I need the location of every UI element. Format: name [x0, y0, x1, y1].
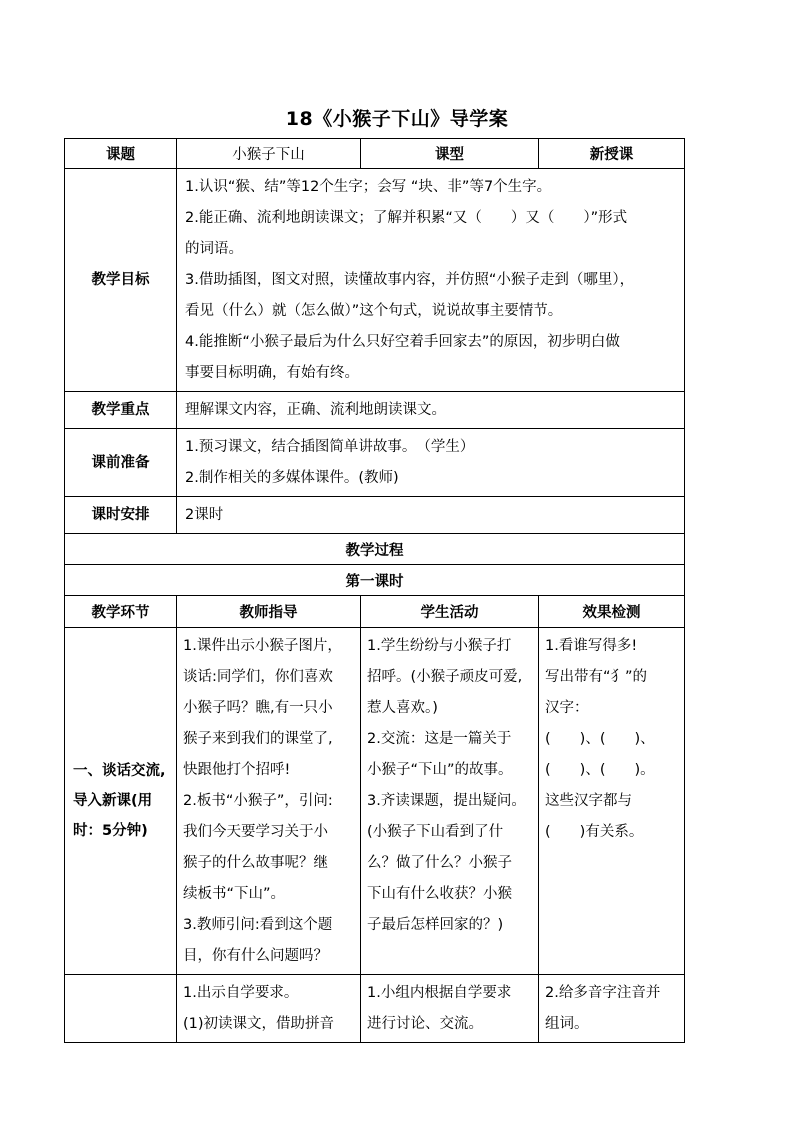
text-line: 快跟他打个招呼!: [183, 762, 291, 778]
text-line: 2.板书“小猴子”，引问:: [183, 793, 333, 809]
text-line: 1.看谁写得多!: [545, 638, 638, 654]
text-line: 惹人喜欢。): [367, 700, 438, 716]
key-points-label: 教学重点: [65, 392, 177, 429]
preparation-line: 1.预习课文，结合插图简单讲故事。 （学生）: [185, 439, 475, 455]
schedule-value: 2课时: [177, 497, 685, 534]
text-line: 1.小组内根据自学要求: [367, 985, 512, 1001]
text-line: 么？做了什么？小猴子: [367, 855, 512, 871]
phase-line: 导入新课(用: [73, 793, 153, 809]
doc-title: 18《小猴子下山》导学案: [285, 108, 509, 130]
text-line: 续板书“下山”。: [183, 886, 286, 902]
text-line: ( )、( )、: [545, 731, 655, 747]
text-line: (1)初读课文，借助拼音: [183, 1016, 335, 1032]
text-line: 谈话:同学们，你们喜欢: [183, 669, 333, 685]
text-line: 2.交流：这是一篇关于: [367, 731, 512, 747]
lesson-title: 第一课时: [65, 565, 685, 596]
column-header: 学生活动: [361, 596, 539, 628]
text-line: 小猴子“下山”的故事。: [367, 762, 513, 778]
text-line: 3.教师引问:看到这个题: [183, 917, 333, 933]
columns-row: [65, 596, 685, 628]
teacher-guidance-cell: [177, 975, 361, 1043]
preparation-content: [177, 429, 685, 497]
objectives-content: [177, 169, 685, 392]
table-row: [65, 628, 685, 975]
phase-cell: [65, 628, 177, 975]
topic-label: 课题: [65, 139, 177, 169]
phase-line: 时：5分钟): [73, 823, 148, 839]
text-line: 招呼。(小猴子顽皮可爱,: [367, 669, 523, 685]
header-row: [65, 139, 685, 169]
objectives-row: [65, 169, 685, 392]
text-line: 写出带有“犭”的: [545, 669, 648, 685]
objective-line: 2.能正确、流利地朗读课文；了解并积累“又（ ）又（ ）”形式: [185, 210, 628, 226]
student-activity-cell: [361, 975, 539, 1043]
column-header: 教学环节: [65, 596, 177, 628]
process-title: 教学过程: [65, 534, 685, 565]
text-line: 组词。: [545, 1016, 589, 1032]
text-line: 1.课件出示小猴子图片，: [183, 638, 342, 654]
text-line: ( )有关系。: [545, 824, 644, 840]
type-value: 新授课: [539, 139, 685, 169]
text-line: 这些汉字都与: [545, 793, 632, 809]
type-label: 课型: [361, 139, 539, 169]
phase-line: 一、谈话交流,: [73, 763, 166, 779]
text-line: 3.齐读课题，提出疑问。: [367, 793, 526, 809]
phase-cell: [65, 975, 177, 1043]
objective-line: 4.能推断“小猴子最后为什么只好空着手回家去”的原因，初步明白做: [185, 334, 620, 350]
text-line: 猴子来到我们的课堂了,: [183, 731, 333, 747]
text-line: 我们今天要学习关于小: [183, 824, 328, 840]
text-line: 子最后怎样回家的？): [367, 917, 504, 933]
text-line: 1.出示自学要求。: [183, 985, 299, 1001]
objectives-label: 教学目标: [65, 169, 177, 392]
schedule-label: 课时安排: [65, 497, 177, 534]
text-line: 小猴子吗？瞧,有一只小: [183, 700, 333, 716]
text-line: 目，你有什么问题吗？: [183, 948, 328, 964]
topic-value: 小猴子下山: [177, 139, 361, 169]
objective-line: 事要目标明确，有始有终。: [185, 365, 359, 381]
column-header: 效果检测: [539, 596, 685, 628]
objective-line: 3.借助插图，图文对照，读懂故事内容，并仿照“小猴子走到（哪里），: [185, 272, 635, 288]
teacher-guidance-cell: [177, 628, 361, 975]
text-line: ( )、( )。: [545, 762, 655, 778]
objective-line: 的词语。: [185, 241, 243, 257]
lesson-title-row: [65, 565, 685, 596]
schedule-row: [65, 497, 685, 534]
text-line: 2.给多音字注音并: [545, 985, 661, 1001]
lesson-plan-table: [64, 138, 685, 1043]
key-points-value: 理解课文内容，正确、流利地朗读课文。: [177, 392, 685, 429]
objective-line: 看见（什么）就（怎么做）”这个句式，说说故事主要情节。: [185, 303, 563, 319]
objective-line: 1.认识“猴、结”等12个生字；会写 “块、非”等7个生字。: [185, 179, 552, 195]
effect-check-cell: [539, 628, 685, 975]
process-title-row: [65, 534, 685, 565]
text-line: 汉字：: [545, 700, 589, 716]
text-line: 进行讨论、交流。: [367, 1016, 483, 1032]
preparation-line: 2.制作相关的多媒体课件。(教师): [185, 470, 399, 486]
text-line: 下山有什么收获？小猴: [367, 886, 512, 902]
student-activity-cell: [361, 628, 539, 975]
effect-check-cell: [539, 975, 685, 1043]
preparation-row: [65, 429, 685, 497]
table-row: [65, 975, 685, 1043]
key-points-row: [65, 392, 685, 429]
column-header: 教师指导: [177, 596, 361, 628]
text-line: 猴子的什么故事呢？继: [183, 855, 328, 871]
text-line: 1.学生纷纷与小猴子打: [367, 638, 512, 654]
preparation-label: 课前准备: [65, 429, 177, 497]
text-line: (小猴子下山看到了什: [367, 824, 504, 840]
